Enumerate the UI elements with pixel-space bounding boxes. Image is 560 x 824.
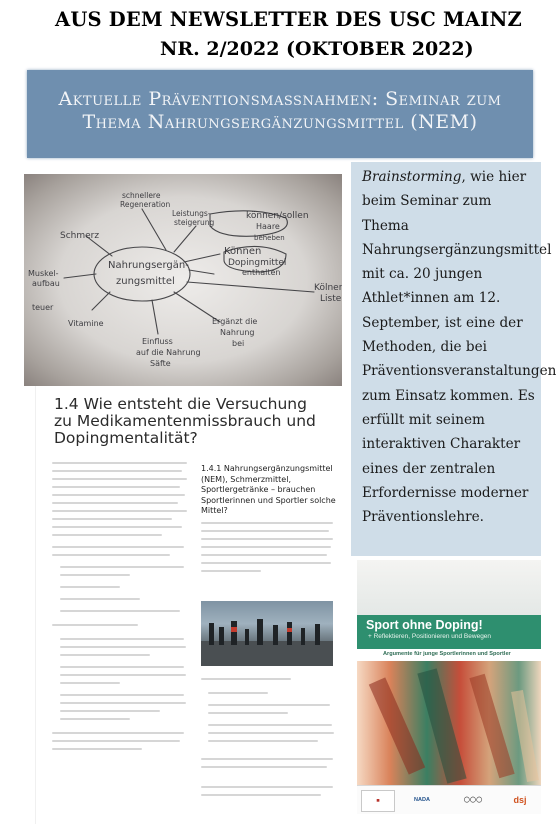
document-excerpt: [35, 386, 346, 824]
runners-illustration: [201, 601, 333, 666]
brochure-cover: [357, 560, 541, 814]
whiteboard-item-3: können/sollen: [246, 211, 309, 221]
sprinters-illustration: [357, 661, 541, 785]
article-title-line-1: Aktuelle Präventionsmassnahmen: Seminar zum: [58, 88, 502, 110]
whiteboard-item-2: Leistungs-: [172, 209, 211, 218]
whiteboard-item-7: Muskel-: [28, 269, 59, 278]
nada-logo: NADA: [414, 797, 430, 803]
brochure-top-image: [357, 560, 541, 615]
athletes-photo: [201, 601, 333, 666]
whiteboard-item-11: Ergänzt die: [212, 317, 258, 326]
brochure-title: Sport ohne Doping!: [366, 618, 483, 632]
whiteboard-item-10: Einfluss: [142, 337, 173, 346]
dsj-logo: dsj: [513, 795, 527, 805]
document-subheading: 1.4.1 Nahrungsergänzungsmittel (NEM), Schmerzmittel, Sportlergetränke – brauchen Sportlerinnen und Sportler solche Mittel?: [201, 464, 336, 515]
whiteboard-item-4: Schmerz: [60, 231, 100, 241]
whiteboard-item-5: Können: [224, 246, 262, 257]
whiteboard-item-1: schnellere: [122, 191, 161, 200]
olympic-rings-icon: ◯◯◯: [463, 797, 483, 803]
svg-text:enthalten: enthalten: [242, 268, 281, 277]
svg-text:Nahrung: Nahrung: [220, 328, 255, 337]
caption-lead: Brainstorming: [362, 169, 462, 185]
caption-body: , wie hier beim Seminar zum Thema Nahrungsergänzungsmittel mit ca. 20 jungen Athlet*innen am 12. September, ist eine der Methoden, die bei Präventionsveranstaltungen zum Einsatz kommen. Es erfüllt mit seinem interaktiven Charakter eines der zentralen Erfordernisse moderner Präventionslehre.: [362, 169, 557, 526]
svg-text:zungsmittel: zungsmittel: [116, 276, 175, 287]
svg-text:Säfte: Säfte: [150, 359, 171, 368]
brochure-action-photo: [357, 661, 541, 785]
article-title-line-2: Thema Nahrungsergänzungsmittel (NEM): [82, 111, 478, 133]
article-title: [27, 88, 533, 134]
whiteboard-item-9: Vitamine: [68, 319, 104, 328]
mindmap-drawing: [24, 174, 342, 386]
partner-logo-icon: ■: [361, 790, 395, 812]
brochure-subtitle: + Reflektieren, Positionieren und Bewegen: [368, 633, 492, 640]
newsletter-issue: NR. 2/2022 (OKTOBER 2022): [160, 38, 474, 60]
svg-text:steigerung: steigerung: [174, 218, 215, 227]
svg-text:Liste: Liste: [320, 294, 342, 304]
svg-text:Dopingmittel: Dopingmittel: [228, 258, 287, 268]
document-section-title: 1.4 Wie entsteht die Versuchung zu Medikamentenmissbrauch und Dopingmentalität?: [54, 395, 316, 447]
svg-text:bei: bei: [232, 339, 245, 348]
whiteboard-item-8: teuer: [32, 303, 54, 312]
caption-sidebar: [351, 162, 557, 556]
svg-text:Haare: Haare: [256, 222, 280, 231]
svg-text:aufbau: aufbau: [32, 279, 60, 288]
whiteboard-center: Nahrungsergän-: [108, 260, 189, 271]
svg-text:auf die Nahrung: auf die Nahrung: [136, 348, 201, 357]
whiteboard-photo: [24, 174, 342, 386]
caption-text: [362, 165, 557, 529]
svg-text:Regeneration: Regeneration: [120, 200, 171, 209]
brochure-tagline: Argumente für junge Sportlerinnen und Sportler: [383, 651, 511, 657]
svg-text:beheben: beheben: [254, 234, 285, 242]
newsletter-title: AUS DEM NEWSLETTER DES USC MAINZ: [55, 8, 522, 31]
brochure-logo-strip: [357, 785, 541, 814]
whiteboard-item-6: Kölner: [314, 283, 342, 293]
article-banner: [27, 70, 533, 158]
